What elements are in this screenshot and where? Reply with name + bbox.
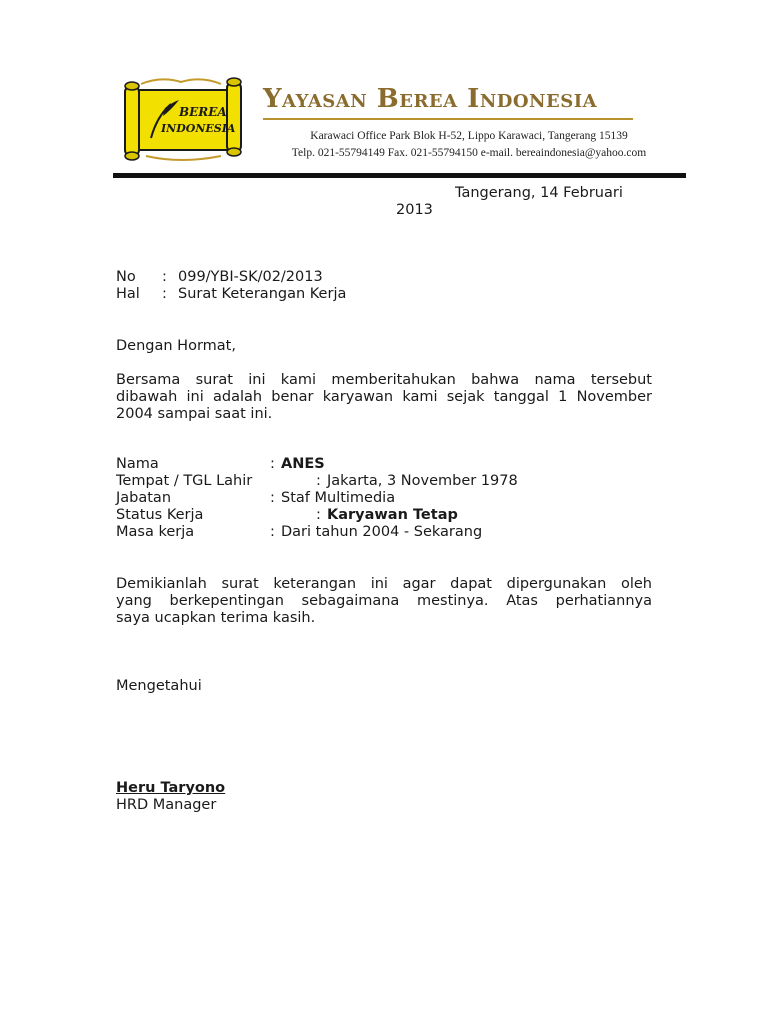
- closing-line: saya ucapkan terima kasih.: [116, 610, 316, 626]
- field-sep: :: [316, 473, 321, 489]
- field-sep: :: [270, 524, 275, 540]
- scroll-logo-icon: [121, 76, 246, 162]
- closing-line: yang berkepentingan sebagaimana mestinya. Atas perhatiannya: [116, 593, 652, 609]
- logo-text-line2: INDONESIA: [161, 122, 236, 135]
- closing-paragraph: [116, 576, 652, 627]
- field-value-ttl: Jakarta, 3 November 1978: [327, 473, 518, 489]
- body-line: dibawah ini adalah benar karyawan kami sejak tanggal 1 November: [116, 389, 652, 405]
- body-line: 2004 sampai saat ini.: [116, 406, 273, 422]
- org-name: Yayasan Berea Indonesia: [263, 84, 598, 114]
- body-line: Bersama surat ini kami memberitahukan bahwa nama tersebut: [116, 372, 652, 388]
- field-value-jabatan: Staf Multimedia: [281, 490, 396, 506]
- date-line1: Tangerang, 14 Februari: [455, 185, 623, 201]
- org-contact: Telp. 021-55794149 Fax. 021-55794150 e-mail. bereaindonesia@yahoo.com: [291, 147, 647, 159]
- field-value-nama: [281, 456, 325, 473]
- logo-text-line1: BEREA: [179, 105, 227, 119]
- ref-no-sep: :: [162, 269, 167, 285]
- body-paragraph: [116, 372, 652, 423]
- field-sep: :: [270, 490, 275, 506]
- signatory-title: HRD Manager: [116, 797, 217, 813]
- org-address: Karawaci Office Park Blok H-52, Lippo Karawaci, Tangerang 15139: [310, 130, 628, 142]
- letterhead-divider: [113, 173, 686, 178]
- field-sep: :: [270, 456, 275, 472]
- field-label-nama: Nama: [116, 456, 159, 472]
- ref-hal-sep: :: [162, 286, 167, 302]
- signatory-name: Heru Taryono: [116, 780, 226, 796]
- salutation: Dengan Hormat,: [116, 338, 236, 354]
- field-label-masa: Masa kerja: [116, 524, 195, 540]
- org-name-underline: [263, 118, 633, 120]
- field-value-status: [327, 507, 458, 524]
- letterhead: [113, 72, 675, 164]
- closing-line: Demikianlah surat keterangan ini agar dapat dipergunakan oleh: [116, 576, 652, 592]
- status-value: Karyawan Tetap: [327, 507, 458, 523]
- field-label-status: Status Kerja: [116, 507, 204, 523]
- ref-no-value: 099/YBI-SK/02/2013: [178, 269, 323, 285]
- date-line2: 2013: [396, 202, 433, 218]
- field-label-ttl: Tempat / TGL Lahir: [116, 473, 253, 489]
- acknowledge-text: Mengetahui: [116, 678, 202, 694]
- field-sep: :: [316, 507, 321, 523]
- ref-hal-value: Surat Keterangan Kerja: [178, 286, 347, 302]
- field-label-jabatan: Jabatan: [116, 490, 172, 506]
- ref-no-label: No: [116, 269, 136, 285]
- field-value-masa: Dari tahun 2004 - Sekarang: [281, 524, 483, 540]
- ref-hal-label: Hal: [116, 286, 140, 302]
- nama-value: ANES: [281, 456, 325, 472]
